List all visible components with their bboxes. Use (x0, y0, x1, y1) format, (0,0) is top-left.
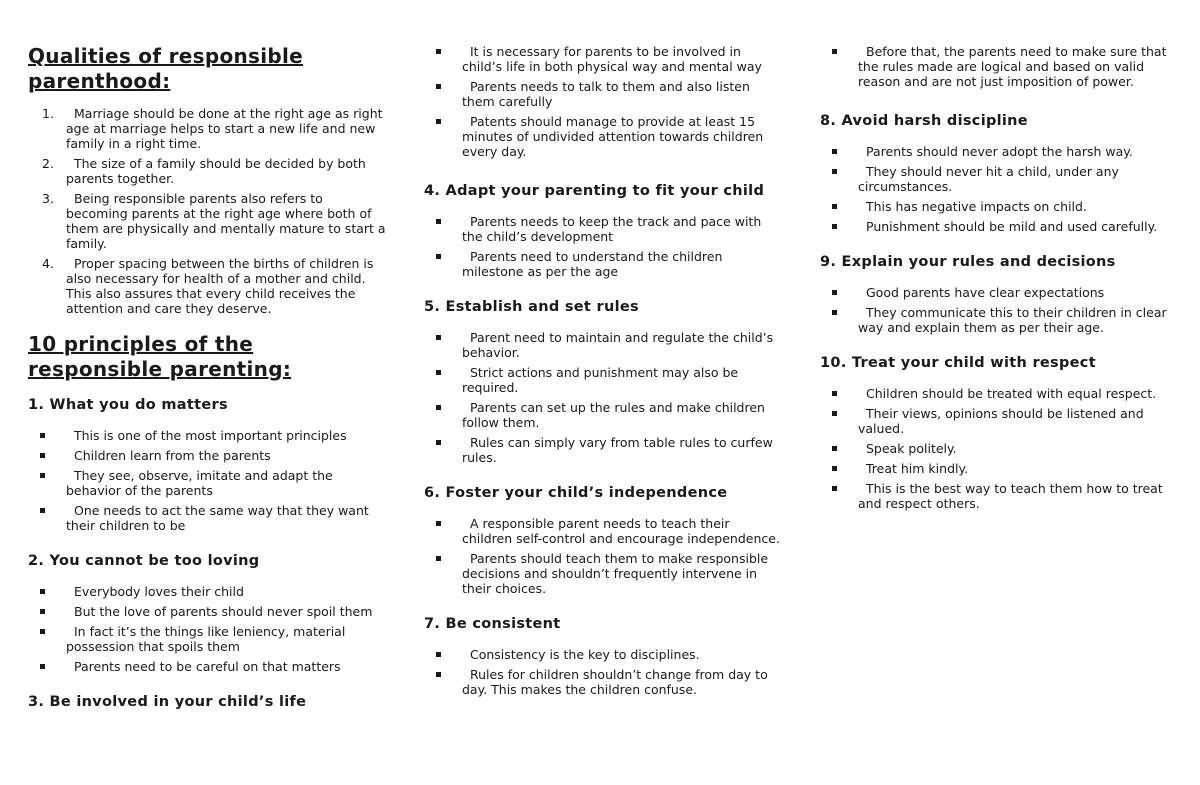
bullet-icon (436, 84, 441, 89)
list-item: Parents needs to talk to them and also listen them carefully (424, 79, 780, 109)
list-item: Patents should manage to provide at least 15 minutes of undivided attention towards children every day. (424, 114, 780, 159)
list-item: Rules for children shouldn’t change from day to day. This makes the children confuse. (424, 667, 780, 697)
list-item: Children learn from the parents (28, 448, 388, 463)
bullet-icon (40, 589, 45, 594)
bullet-list (424, 647, 780, 697)
list-item: They communicate this to their children in clear way and explain them as per their age. (820, 305, 1176, 335)
bullet-icon (832, 411, 837, 416)
bullet-icon (832, 49, 837, 54)
bullet-icon (436, 556, 441, 561)
item-text: Proper spacing between the births of children is also necessary for health of a mother and child. This also assures that every child receives the attention and care they deserve. (66, 256, 374, 316)
item-text: Being responsible parents also refers to becoming parents at the right age where both of them are physically and mentally mature to start a family. (66, 191, 386, 251)
qualities-list (28, 106, 388, 316)
bullet-icon (40, 453, 45, 458)
section-heading: 5. Establish and set rules (424, 299, 639, 315)
section-heading: 3. Be involved in your child’s life (28, 694, 307, 710)
bullet-icon (40, 508, 45, 513)
item-number: 4. (42, 256, 54, 271)
list-item: Good parents have clear expectations (820, 285, 1176, 300)
list-item: Parents should teach them to make responsible decisions and shouldn’t frequently intervene in their choices. (424, 551, 780, 596)
section-heading: 9. Explain your rules and decisions (820, 254, 1116, 270)
bullet-icon (832, 169, 837, 174)
list-item: Before that, the parents need to make sure that the rules made are logical and based on valid reason and are not just imposition of power. (820, 44, 1176, 89)
bullet-list (424, 516, 780, 596)
bullet-icon (40, 629, 45, 634)
bullet-icon (40, 433, 45, 438)
bullet-icon (832, 290, 837, 295)
bullet-list (424, 330, 780, 465)
bullet-icon (40, 473, 45, 478)
list-item (28, 191, 388, 251)
bullet-icon (832, 310, 837, 315)
bullet-list (424, 214, 780, 279)
section-heading: 1. What you do matters (28, 397, 228, 413)
bullet-icon (832, 224, 837, 229)
list-item: One needs to act the same way that they want their children to be (28, 503, 388, 533)
bullet-list (28, 428, 388, 533)
list-item: But the love of parents should never spoil them (28, 604, 388, 619)
list-item: Consistency is the key to disciplines. (424, 647, 780, 662)
list-item: They see, observe, imitate and adapt the behavior of the parents (28, 468, 388, 498)
bullet-list (28, 584, 388, 674)
list-item: In fact it’s the things like leniency, material possession that spoils them (28, 624, 388, 654)
bullet-icon (436, 521, 441, 526)
list-item (28, 256, 388, 316)
item-number: 3. (42, 191, 54, 206)
section-heading: 8. Avoid harsh discipline (820, 113, 1028, 129)
list-item: This is one of the most important principles (28, 428, 388, 443)
bullet-icon (832, 204, 837, 209)
bullet-list (820, 144, 1176, 234)
bullet-icon (832, 391, 837, 396)
list-item: Everybody loves their child (28, 584, 388, 599)
item-number: 1. (42, 106, 54, 121)
list-item: Treat him kindly. (820, 461, 1176, 476)
section-heading: 10. Treat your child with respect (820, 355, 1096, 371)
list-item: Parents can set up the rules and make children follow them. (424, 400, 780, 430)
bullet-icon (436, 405, 441, 410)
list-item: A responsible parent needs to teach their children self-control and encourage independence. (424, 516, 780, 546)
item-text: Marriage should be done at the right age as right age at marriage helps to start a new life and new family in a right time. (66, 106, 383, 151)
list-item: Their views, opinions should be listened and valued. (820, 406, 1176, 436)
bullet-icon (436, 119, 441, 124)
list-item: Children should be treated with equal respect. (820, 386, 1176, 401)
bullet-list (820, 386, 1176, 511)
list-item: Punishment should be mild and used carefully. (820, 219, 1176, 234)
list-item: Strict actions and punishment may also be required. (424, 365, 780, 395)
bullet-icon (436, 49, 441, 54)
bullet-icon (436, 672, 441, 677)
list-item (28, 156, 388, 186)
list-item: This has negative impacts on child. (820, 199, 1176, 214)
list-item: It is necessary for parents to be involved in child’s life in both physical way and mental way (424, 44, 780, 74)
bullet-icon (436, 219, 441, 224)
qualities-title: Qualities of responsible parenthood: (28, 44, 304, 93)
list-item: They should never hit a child, under any circumstances. (820, 164, 1176, 194)
list-item: Parents need to be careful on that matters (28, 659, 388, 674)
bullet-icon (40, 664, 45, 669)
bullet-icon (832, 466, 837, 471)
list-item: This is the best way to teach them how to treat and respect others. (820, 481, 1176, 511)
bullet-icon (832, 446, 837, 451)
list-item: Parents needs to keep the track and pace with the child’s development (424, 214, 780, 244)
bullet-icon (436, 335, 441, 340)
section-heading: 6. Foster your child’s independence (424, 485, 728, 501)
list-item: Parents should never adopt the harsh way. (820, 144, 1176, 159)
bullet-list (820, 285, 1176, 335)
section-heading: 7. Be consistent (424, 616, 561, 632)
list-item: Rules can simply vary from table rules to curfew rules. (424, 435, 780, 465)
bullet-list (820, 44, 1176, 89)
bullet-list (424, 44, 780, 159)
list-item (28, 106, 388, 151)
bullet-icon (436, 254, 441, 259)
column-right (820, 44, 1176, 516)
bullet-icon (436, 440, 441, 445)
item-number: 2. (42, 156, 54, 171)
section-heading: 2. You cannot be too loving (28, 553, 260, 569)
item-text: The size of a family should be decided by both parents together. (66, 156, 366, 186)
section-heading: 4. Adapt your parenting to fit your child (424, 183, 765, 199)
column-middle (424, 44, 780, 702)
principles-title: 10 principles of the responsible parenting: (28, 332, 292, 381)
list-item: Parent need to maintain and regulate the child’s behavior. (424, 330, 780, 360)
bullet-icon (832, 486, 837, 491)
bullet-icon (40, 609, 45, 614)
bullet-icon (832, 149, 837, 154)
bullet-icon (436, 370, 441, 375)
list-item: Parents need to understand the children milestone as per the age (424, 249, 780, 279)
column-left (28, 44, 388, 711)
bullet-icon (436, 652, 441, 657)
list-item: Speak politely. (820, 441, 1176, 456)
